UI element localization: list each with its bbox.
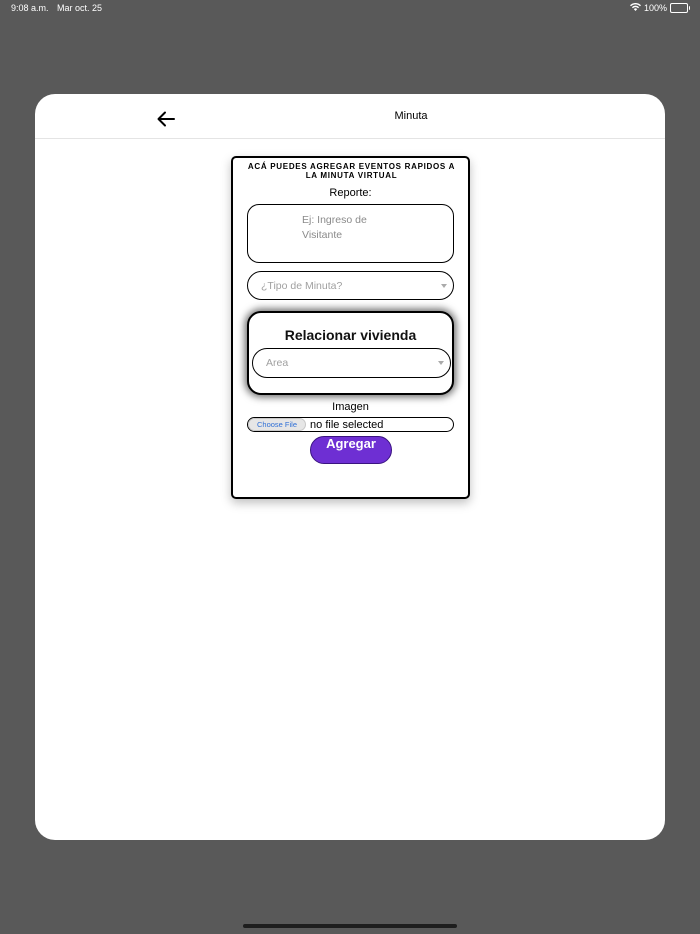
- reporte-textarea[interactable]: [247, 204, 454, 263]
- status-date: Mar oct. 25: [57, 3, 103, 13]
- battery-percent: 100%: [643, 3, 667, 13]
- page-title: Minuta: [394, 110, 428, 122]
- image-file-input[interactable]: [247, 417, 454, 432]
- tipo-minuta-placeholder: ¿Tipo de Minuta?: [261, 280, 343, 292]
- status-time: 9:08 a.m.: [11, 3, 49, 13]
- status-indicators: [630, 3, 688, 13]
- form-heading: ACÁ PUEDES AGREGAR EVENTOS RAPIDOS A LA MINUTA VIRTUAL: [247, 162, 456, 180]
- area-placeholder: Area: [266, 357, 289, 369]
- relacionar-title: Relacionar vivienda: [284, 327, 417, 343]
- reporte-placeholder: Ej: Ingreso de Visitante: [302, 214, 367, 241]
- file-status: no file selected: [310, 418, 384, 431]
- chevron-down-icon: [438, 361, 444, 365]
- chevron-down-icon: [441, 284, 447, 288]
- status-bar: [0, 0, 700, 18]
- quick-event-form: [231, 156, 470, 499]
- wifi-icon: [630, 3, 641, 13]
- tipo-minuta-select[interactable]: [247, 271, 454, 300]
- battery-icon: [670, 3, 688, 13]
- agregar-button[interactable]: Agregar: [310, 436, 392, 464]
- choose-file-button[interactable]: Choose File: [248, 418, 306, 431]
- reporte-label: Reporte:: [329, 187, 372, 199]
- modal-header: [35, 94, 665, 139]
- imagen-label: Imagen: [332, 401, 369, 413]
- minuta-modal: [35, 94, 665, 840]
- home-indicator[interactable]: [243, 924, 457, 928]
- relacionar-vivienda-card: [247, 311, 454, 395]
- area-select[interactable]: [252, 348, 451, 378]
